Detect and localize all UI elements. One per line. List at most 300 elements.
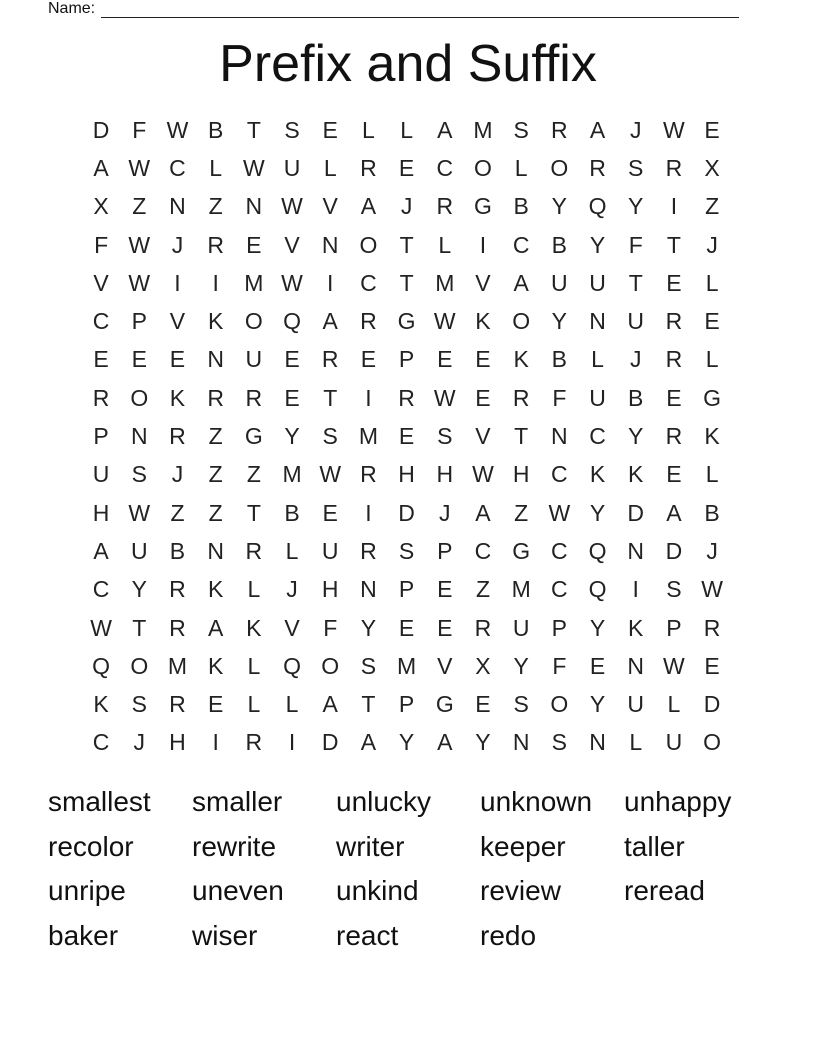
grid-letter: U (589, 384, 606, 411)
grid-letter: Y (551, 308, 568, 335)
word-bank-item: writer (336, 830, 405, 862)
grid-letter: E (704, 116, 720, 143)
grid-letter: F (628, 231, 643, 258)
grid-row (82, 264, 731, 302)
grid-letter: J (706, 231, 718, 258)
grid-letter: O (474, 154, 492, 181)
grid-letter: H (321, 576, 339, 603)
grid-letter: B (207, 116, 224, 143)
grid-letter: W (548, 499, 571, 526)
grid-letter: J (439, 499, 451, 526)
grid-letter: R (169, 614, 186, 641)
grid-letter: L (705, 461, 719, 488)
grid-row (82, 532, 731, 570)
grid-letter: A (437, 116, 453, 143)
grid-letter: Z (208, 461, 223, 488)
grid-letter: U (245, 346, 263, 373)
grid-letter: U (512, 614, 530, 641)
grid-letter: A (207, 614, 224, 641)
grid-letter: D (703, 691, 721, 718)
grid-letter: I (632, 576, 639, 603)
grid-letter: I (365, 499, 372, 526)
grid-letter: E (93, 346, 109, 373)
grid-letter: I (479, 231, 487, 258)
letter-grid (82, 111, 731, 762)
grid-letter: N (360, 576, 377, 603)
grid-letter: S (131, 691, 147, 718)
grid-letter: W (281, 193, 303, 220)
grid-row (82, 494, 731, 532)
grid-letter: R (665, 154, 683, 181)
page-title: Prefix and Suffix (219, 35, 597, 93)
grid-letter: S (437, 423, 453, 450)
grid-row (82, 724, 731, 762)
grid-letter: P (131, 308, 147, 335)
grid-letter: O (244, 308, 263, 335)
grid-letter: E (666, 269, 682, 296)
grid-letter: R (436, 193, 454, 220)
grid-row (82, 226, 731, 264)
grid-letter: T (132, 614, 147, 641)
name-label: Name: (48, 0, 96, 17)
grid-letter: Y (131, 576, 147, 603)
name-field (48, 0, 739, 18)
grid-row (82, 609, 731, 647)
grid-letter: T (628, 269, 643, 296)
grid-letter: T (361, 691, 376, 718)
grid-letter: U (627, 691, 645, 718)
grid-letter: L (362, 116, 375, 143)
grid-letter: N (321, 231, 339, 258)
grid-letter: W (242, 154, 265, 181)
grid-letter: G (703, 384, 722, 411)
grid-letter: R (360, 154, 377, 181)
grid-letter: C (92, 576, 110, 603)
grid-letter: C (589, 423, 606, 450)
grid-letter: W (472, 461, 494, 488)
grid-letter: U (627, 308, 645, 335)
grid-letter: C (92, 729, 110, 756)
grid-letter: D (92, 116, 110, 143)
grid-row (82, 571, 731, 609)
grid-letter: E (207, 691, 224, 718)
grid-letter: K (513, 346, 529, 373)
grid-letter: R (207, 384, 224, 411)
grid-letter: W (281, 269, 303, 296)
grid-letter: M (435, 269, 455, 296)
word-bank-item: baker (48, 919, 119, 951)
grid-letter: S (360, 652, 377, 679)
grid-letter: O (130, 652, 149, 679)
grid-letter: E (475, 384, 491, 411)
grid-letter: A (360, 729, 377, 756)
grid-letter: U (321, 537, 339, 564)
grid-letter: X (93, 193, 109, 220)
grid-row (82, 647, 731, 685)
grid-letter: E (437, 346, 453, 373)
grid-letter: S (398, 537, 415, 564)
grid-letter: R (207, 231, 224, 258)
grid-letter: Z (705, 193, 720, 220)
grid-letter: A (513, 269, 529, 296)
grid-letter: N (245, 193, 263, 220)
grid-letter: E (398, 423, 415, 450)
word-bank-item: unripe (48, 875, 126, 906)
grid-letter: L (591, 346, 604, 373)
grid-letter: X (475, 652, 491, 679)
grid-letter: E (169, 346, 186, 373)
grid-letter: A (437, 729, 453, 756)
grid-letter: N (512, 729, 530, 756)
grid-letter: N (627, 537, 645, 564)
grid-letter: K (207, 308, 224, 335)
grid-letter: D (398, 499, 415, 526)
grid-letter: O (512, 308, 531, 335)
grid-letter: V (322, 193, 338, 220)
grid-letter: R (703, 614, 721, 641)
grid-letter: S (513, 691, 529, 718)
grid-letter: J (706, 537, 718, 564)
grid-letter: E (322, 116, 338, 143)
grid-letter: Z (246, 461, 261, 488)
grid-letter: A (322, 308, 338, 335)
grid-letter: R (512, 384, 530, 411)
grid-letter: Z (170, 499, 185, 526)
grid-letter: A (589, 116, 606, 143)
grid-letter: Y (589, 499, 606, 526)
grid-letter: D (627, 499, 645, 526)
word-bank-item: unlucky (336, 786, 431, 817)
grid-letter: U (92, 461, 110, 488)
grid-letter: B (551, 346, 568, 373)
grid-letter: L (285, 691, 299, 718)
grid-letter: I (670, 193, 678, 220)
grid-row (82, 111, 731, 149)
word-bank-item: unhappy (624, 786, 732, 817)
grid-letter: O (321, 652, 340, 679)
grid-letter: R (589, 154, 606, 181)
grid-letter: F (552, 652, 567, 679)
grid-letter: E (475, 691, 491, 718)
grid-letter: Y (628, 193, 644, 220)
grid-letter: C (92, 308, 110, 335)
grid-letter: F (132, 116, 147, 143)
grid-letter: O (703, 729, 722, 756)
grid-letter: R (92, 384, 110, 411)
grid-letter: M (473, 116, 493, 143)
grid-letter: N (551, 423, 568, 450)
grid-letter: L (285, 537, 299, 564)
grid-letter: S (284, 116, 300, 143)
grid-letter: S (666, 576, 682, 603)
grid-letter: I (212, 269, 219, 296)
grid-row (82, 188, 731, 226)
grid-letter: P (437, 537, 453, 564)
grid-letter: T (246, 499, 261, 526)
grid-letter: U (283, 154, 301, 181)
grid-letter: T (246, 116, 261, 143)
grid-letter: Q (588, 537, 607, 564)
grid-letter: C (551, 461, 568, 488)
grid-letter: W (166, 116, 189, 143)
grid-letter: V (169, 308, 186, 335)
grid-letter: E (437, 614, 453, 641)
word-bank-item: unknown (480, 786, 593, 817)
grid-letter: E (704, 652, 720, 679)
grid-letter: S (551, 729, 568, 756)
grid-letter: T (514, 423, 529, 450)
grid-letter: E (284, 384, 300, 411)
grid-letter: S (513, 116, 529, 143)
grid-letter: P (398, 691, 415, 718)
grid-letter: V (284, 231, 300, 258)
grid-letter: E (589, 652, 606, 679)
grid-letter: P (93, 423, 109, 450)
grid-letter: G (435, 691, 454, 718)
grid-letter: K (704, 423, 720, 450)
grid-letter: Y (589, 231, 606, 258)
grid-letter: L (705, 269, 719, 296)
grid-letter: J (133, 729, 146, 756)
grid-letter: Q (588, 576, 607, 603)
grid-letter: E (246, 231, 262, 258)
grid-letter: Z (514, 499, 529, 526)
grid-letter: R (245, 729, 263, 756)
grid-letter: Z (208, 499, 223, 526)
grid-letter: W (90, 614, 112, 641)
grid-letter: M (511, 576, 531, 603)
grid-letter: O (130, 384, 149, 411)
grid-letter: R (169, 423, 186, 450)
grid-letter: P (398, 346, 415, 373)
grid-letter: H (398, 461, 415, 488)
word-bank-item: smaller (192, 786, 283, 817)
grid-letter: S (131, 461, 147, 488)
grid-letter: L (247, 691, 261, 718)
grid-letter: Z (475, 576, 490, 603)
grid-letter: P (398, 576, 415, 603)
grid-letter: K (628, 614, 644, 641)
grid-row (82, 149, 731, 187)
grid-letter: W (433, 308, 456, 335)
grid-letter: E (360, 346, 377, 373)
grid-letter: A (360, 193, 377, 220)
grid-letter: C (474, 537, 492, 564)
grid-letter: W (128, 154, 151, 181)
grid-letter: A (322, 691, 338, 718)
grid-letter: V (475, 269, 491, 296)
grid-letter: G (244, 423, 263, 450)
grid-letter: G (474, 193, 492, 220)
word-bank-item: taller (624, 830, 685, 862)
grid-letter: U (130, 537, 148, 564)
grid-letter: W (663, 652, 685, 679)
grid-letter: K (169, 384, 186, 411)
grid-letter: D (321, 729, 339, 756)
grid-letter: G (397, 308, 416, 335)
word-bank-item: wiser (192, 919, 258, 951)
grid-letter: A (666, 499, 682, 526)
grid-letter: S (322, 423, 338, 450)
grid-letter: R (321, 346, 339, 373)
grid-letter: A (93, 537, 109, 564)
grid-letter: W (128, 269, 151, 296)
grid-letter: Y (398, 729, 415, 756)
grid-letter: R (398, 384, 415, 411)
grid-letter: E (666, 461, 682, 488)
grid-letter: R (245, 384, 263, 411)
grid-letter: B (628, 384, 644, 411)
grid-letter: Y (513, 652, 529, 679)
grid-letter: N (130, 423, 148, 450)
grid-letter: R (245, 537, 263, 564)
grid-row (82, 685, 731, 723)
word-bank-item: smallest (48, 786, 151, 817)
grid-letter: E (704, 308, 720, 335)
grid-letter: O (550, 154, 569, 181)
grid-letter: L (705, 346, 719, 373)
grid-letter: U (551, 269, 568, 296)
grid-letter: T (399, 269, 414, 296)
grid-letter: K (207, 576, 224, 603)
grid-letter: J (171, 461, 184, 488)
grid-letter: L (209, 154, 223, 181)
grid-letter: J (400, 193, 413, 220)
grid-letter: W (701, 576, 723, 603)
grid-letter: O (550, 691, 569, 718)
grid-letter: W (663, 116, 685, 143)
grid-letter: Y (628, 423, 644, 450)
grid-letter: C (436, 154, 454, 181)
name-underline (101, 3, 739, 18)
grid-letter: C (551, 576, 568, 603)
grid-row (82, 417, 731, 455)
grid-letter: E (131, 346, 147, 373)
grid-letter: H (512, 461, 530, 488)
grid-letter: B (513, 193, 529, 220)
grid-letter: H (169, 729, 186, 756)
grid-letter: M (282, 461, 302, 488)
grid-letter: B (284, 499, 300, 526)
grid-letter: P (666, 614, 682, 641)
grid-letter: E (475, 346, 491, 373)
grid-letter: W (433, 384, 456, 411)
grid-letter: R (169, 576, 186, 603)
grid-letter: Q (283, 652, 301, 679)
grid-row (82, 341, 731, 379)
grid-letter: H (436, 461, 454, 488)
grid-letter: Y (589, 691, 606, 718)
grid-letter: R (665, 308, 683, 335)
grid-letter: Z (208, 193, 223, 220)
word-bank-item: react (336, 919, 399, 951)
grid-letter: Z (132, 193, 147, 220)
grid-letter: L (514, 154, 528, 181)
grid-letter: B (704, 499, 720, 526)
grid-letter: C (551, 537, 568, 564)
grid-letter: E (322, 499, 338, 526)
grid-letter: R (474, 614, 492, 641)
grid-letter: I (212, 729, 219, 756)
grid-letter: I (365, 384, 372, 411)
grid-letter: K (589, 461, 606, 488)
grid-letter: T (399, 231, 414, 258)
grid-letter: J (286, 576, 298, 603)
word-bank-item: reread (624, 875, 705, 906)
grid-row (82, 302, 731, 340)
grid-letter: K (475, 308, 491, 335)
grid-letter: M (167, 652, 188, 679)
grid-letter: M (397, 652, 417, 679)
grid-letter: E (437, 576, 453, 603)
grid-letter: C (360, 269, 377, 296)
grid-letter: R (169, 691, 186, 718)
word-bank-item: unkind (336, 875, 419, 906)
grid-letter: R (665, 423, 683, 450)
grid-letter: Z (208, 423, 223, 450)
grid-letter: N (589, 308, 606, 335)
grid-letter: J (629, 116, 642, 143)
grid-letter: T (323, 384, 338, 411)
grid-letter: N (627, 652, 645, 679)
grid-letter: J (171, 231, 184, 258)
grid-letter: R (360, 537, 377, 564)
word-bank-item: rewrite (192, 830, 277, 862)
word-bank-item: redo (480, 919, 537, 951)
grid-letter: L (323, 154, 337, 181)
grid-letter: E (284, 346, 300, 373)
grid-letter: M (244, 269, 264, 296)
grid-letter: Q (92, 652, 111, 679)
word-bank-item: keeper (480, 830, 566, 862)
grid-letter: D (665, 537, 683, 564)
grid-letter: O (359, 231, 378, 258)
grid-letter: G (512, 537, 531, 564)
grid-letter: Q (283, 308, 301, 335)
grid-letter: R (665, 346, 683, 373)
grid-letter: B (551, 231, 568, 258)
grid-letter: M (358, 423, 378, 450)
grid-row (82, 456, 731, 494)
word-bank-item: uneven (192, 875, 284, 906)
grid-letter: W (319, 461, 342, 488)
grid-letter: N (169, 193, 186, 220)
grid-letter: H (92, 499, 110, 526)
word-bank (48, 780, 768, 958)
grid-letter: F (94, 231, 109, 258)
grid-letter: F (323, 614, 338, 641)
grid-letter: L (247, 576, 261, 603)
grid-letter: K (207, 652, 224, 679)
grid-letter: T (666, 231, 681, 258)
grid-letter: C (169, 154, 186, 181)
grid-letter: I (327, 269, 334, 296)
grid-letter: E (398, 154, 415, 181)
grid-letter: L (629, 729, 643, 756)
grid-letter: R (360, 308, 377, 335)
grid-letter: Y (360, 614, 377, 641)
grid-letter: I (174, 269, 181, 296)
grid-letter: R (360, 461, 377, 488)
grid-letter: B (169, 537, 186, 564)
grid-letter: Y (589, 614, 606, 641)
grid-letter: N (589, 729, 606, 756)
grid-letter: L (247, 652, 261, 679)
grid-letter: W (128, 499, 151, 526)
grid-letter: K (628, 461, 644, 488)
grid-letter: P (551, 614, 568, 641)
grid-letter: Q (588, 193, 607, 220)
